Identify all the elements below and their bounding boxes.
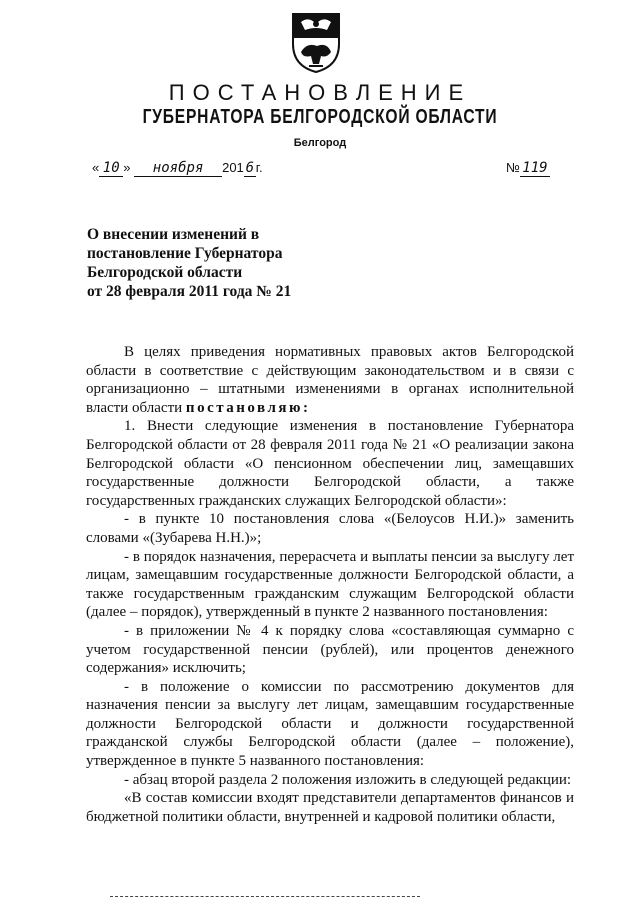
dash-paragraph-5: - абзац второй раздела 2 положения изложить в следующей редакции: [124, 771, 572, 788]
date-month: ноября [134, 160, 222, 177]
date-year-digit: 6 [245, 160, 255, 176]
date-close-quote: » [123, 160, 131, 175]
decree-word: постановляю: [185, 399, 311, 416]
item-1-paragraph: 1. Внести следующие изменения в постановление Губернатора Белгородской области от 28 февраля 2011 года № 21 «О реализации закона Белгородской области «О пенсионном обеспечении лиц, замещавших государственные должности Белгородской области, а также государственных гражданских служащих Белгородской области»: [86, 418, 574, 509]
quoted-paragraph: «В состав комиссии входят представители департаментов финансов и бюджетной политики области, внутренней и кадровой политики области, [86, 790, 574, 825]
document-number [506, 160, 550, 177]
document-body [86, 343, 574, 826]
document-subject [87, 225, 387, 301]
issuer-title: ГУБЕРНАТОРА БЕЛГОРОДСКОЙ ОБЛАСТИ [142, 106, 498, 128]
dash-paragraph-1: - в пункте 10 постановления слова «(Белоусов Н.И.)» заменить словами «(Зубарева Н.Н.)»; [86, 511, 574, 546]
subject-line: постановление Губернатора [87, 245, 283, 262]
dash-paragraph-2: - в порядок назначения, перерасчета и выплаты пенсии за выслугу лет лицам, замещавшим государственные должности Белгородской области, а также государственным гражданским служащим Белгородской области (далее – порядок), утвержденный в пункте 2 названного постановления: [86, 548, 574, 621]
subject-line: от 28 февраля 2011 года № 21 [87, 283, 292, 300]
preamble-text: В целях приведения нормативных правовых актов Белгородской области в соответствие с действующим законодательством и в связи с организационно – штатными изменениями в органах исполнительной власти области [86, 344, 574, 416]
date-open-quote: « [92, 160, 100, 175]
subject-line: Белгородской области [87, 264, 243, 281]
subject-line: О внесении изменений в [87, 226, 260, 243]
dash-paragraph-3: - в приложении № 4 к порядку слова «составляющая суммарно с учетом государственной пенсии (рублей), или процентов денежного содержания» исключить; [86, 622, 574, 677]
number-label: № [506, 160, 520, 175]
document-type-title: ПОСТАНОВЛЕНИЕ [168, 80, 472, 105]
dash-paragraph-4: - в положение о комиссии по рассмотрению документов для назначения пенсии за выслугу лет лицам, замещавшим государственные должности Белгородской области и должности государственной гражданской службы Белгородской области (далее – положение), утвержденное в пункте 5 названного постановления: [86, 678, 574, 770]
coat-of-arms-emblem [287, 8, 345, 74]
number-value: 119 [520, 160, 550, 177]
date-day: 10 [99, 160, 123, 177]
date-year-suffix: г. [255, 160, 263, 175]
scan-artifact-dashes [110, 896, 420, 899]
preamble-paragraph [86, 343, 574, 417]
date-year-prefix: 201 [222, 160, 244, 175]
document-date [92, 160, 263, 177]
city-label: Белгород [293, 137, 347, 149]
